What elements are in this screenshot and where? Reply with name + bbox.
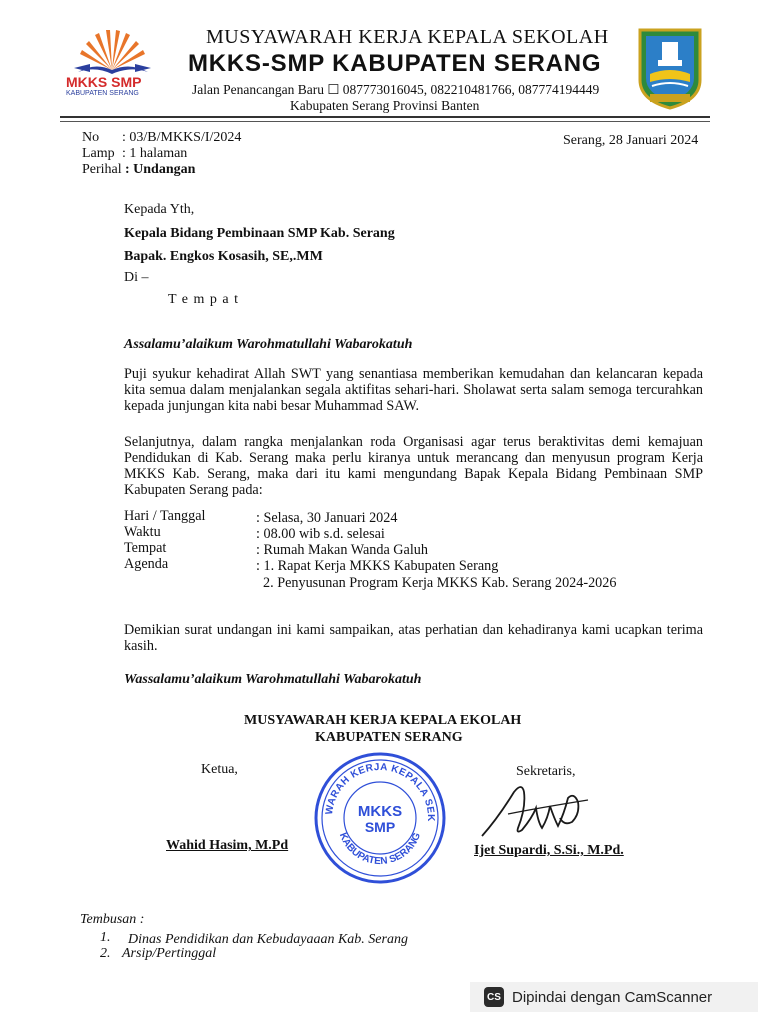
logo-subtext: KABUPATEN SERANG — [66, 90, 139, 97]
camscanner-badge — [470, 982, 758, 1012]
stamp-center-2: SMP — [364, 819, 396, 835]
meta-no-value: : 03/B/MKKS/I/2024 — [122, 130, 242, 145]
camscanner-text: Dipindai dengan CamScanner — [512, 988, 713, 1006]
salutation-open: Assalamu’alaikum Warohmatullahi Wabarokatuh — [124, 337, 413, 352]
paragraph-1: Puji syukur kehadirat Allah SWT yang senantiasa memberikan kemudahan dan kelancaran kepada kita semua dalam menjalankan segala aktifitas sehari-hari. Sholawat serta salam semoga tercurahkan kepada junjungan kita nabi besar Muhammad SAW. — [124, 366, 703, 414]
recipient-line1: Kepala Bidang Pembinaan SMP Kab. Serang — [124, 226, 395, 241]
meta-lamp-value: : 1 halaman — [122, 146, 188, 161]
recipient-line3: Di – — [124, 270, 149, 285]
org-address-line2: Kabupaten Serang Provinsi Banten — [290, 98, 480, 113]
camscanner-icon: CS — [484, 987, 504, 1007]
cc-item1: Dinas Pendidikan dan Kebudayaaan Kab. Serang — [128, 932, 408, 947]
org-title: MUSYAWARAH KERJA KEPALA SEKOLAH — [206, 26, 609, 48]
header-rule — [60, 116, 710, 118]
meta-lamp-label: Lamp — [82, 146, 115, 161]
org-address-line1: Jalan Penancangan Baru ☐ 087773016045, 082210481766, 087774194449 — [192, 82, 600, 97]
stamp-bottom-text: KABUPATEN SERANG — [336, 831, 424, 868]
detail-place-value: : Rumah Makan Wanda Galuh — [256, 542, 428, 558]
cc-item2: Arsip/Pertinggal — [122, 946, 217, 961]
sig-org-line2: KABUPATEN SERANG — [315, 730, 463, 745]
salutation-close: Wassalamu’alaikum Warohmatullahi Wabarokatuh — [124, 672, 422, 687]
banten-emblem — [632, 24, 708, 110]
secretary-signature — [478, 778, 618, 840]
recipient-greeting: Kepada Yth, — [124, 202, 195, 217]
detail-place-label: Tempat — [124, 540, 167, 556]
meta-perihal-label: Perihal — [82, 162, 122, 177]
cc-label: Tembusan : — [80, 912, 145, 927]
meta-no-label: No — [82, 130, 100, 145]
cc-item1-num: 1. — [100, 930, 111, 945]
secretary-name: Ijet Supardi, S.Si., M.Pd. — [474, 843, 624, 858]
detail-time-value: : 08.00 wib s.d. selesai — [256, 526, 385, 542]
place-date: Serang, 28 Januari 2024 — [563, 133, 699, 148]
detail-agenda-1: : 1. Rapat Kerja MKKS Kabupaten Serang — [256, 558, 499, 574]
org-name: MKKS-SMP KABUPATEN SERANG — [188, 50, 602, 77]
mkks-stamp — [310, 748, 450, 888]
meta-perihal-value: : Undangan — [125, 162, 196, 177]
chair-title: Ketua, — [201, 762, 238, 777]
logo-text: MKKS SMP — [66, 74, 142, 90]
detail-agenda-label: Agenda — [124, 556, 169, 572]
sig-org-line1: MUSYAWARAH KERJA KEPALA EKOLAH — [244, 713, 522, 728]
cc-item2-num: 2. — [100, 946, 111, 961]
stamp-ring-text: WARAH KERJA KEPALA SEK — [323, 761, 437, 822]
secretary-title: Sekretaris, — [516, 764, 576, 779]
recipient-line2: Bapak. Engkos Kosasih, SE,.MM — [124, 249, 323, 264]
paragraph-2: Selanjutnya, dalam rangka menjalankan roda Organisasi agar terus beraktivitas demi kemajuan Pendidukan di Kab. Serang maka perlu kiranya untuk merancang dan menyusun program Kerja MKKS Kab. Serang, maka dari itu kami mengundang Bapak Kepala Bidang Pembinaan SMP Kabupaten Serang pada: — [124, 434, 703, 498]
stamp-center-1: MKKS — [357, 803, 403, 820]
chair-name: Wahid Hasim, M.Pd — [166, 838, 289, 853]
detail-day-label: Hari / Tanggal — [124, 508, 206, 524]
detail-time-label: Waktu — [124, 524, 161, 540]
detail-day-value: : Selasa, 30 Januari 2024 — [256, 510, 398, 526]
recipient-line4: T e m p a t — [168, 292, 240, 307]
mkks-logo — [60, 24, 165, 104]
detail-agenda-2: 2. Penyusunan Program Kerja MKKS Kab. Serang 2024-2026 — [263, 575, 617, 591]
header-rule-thin — [60, 121, 710, 122]
closing-paragraph: Demikian surat undangan ini kami sampaikan, atas perhatian dan kehadiranya kami ucapkan terima kasih. — [124, 622, 703, 654]
